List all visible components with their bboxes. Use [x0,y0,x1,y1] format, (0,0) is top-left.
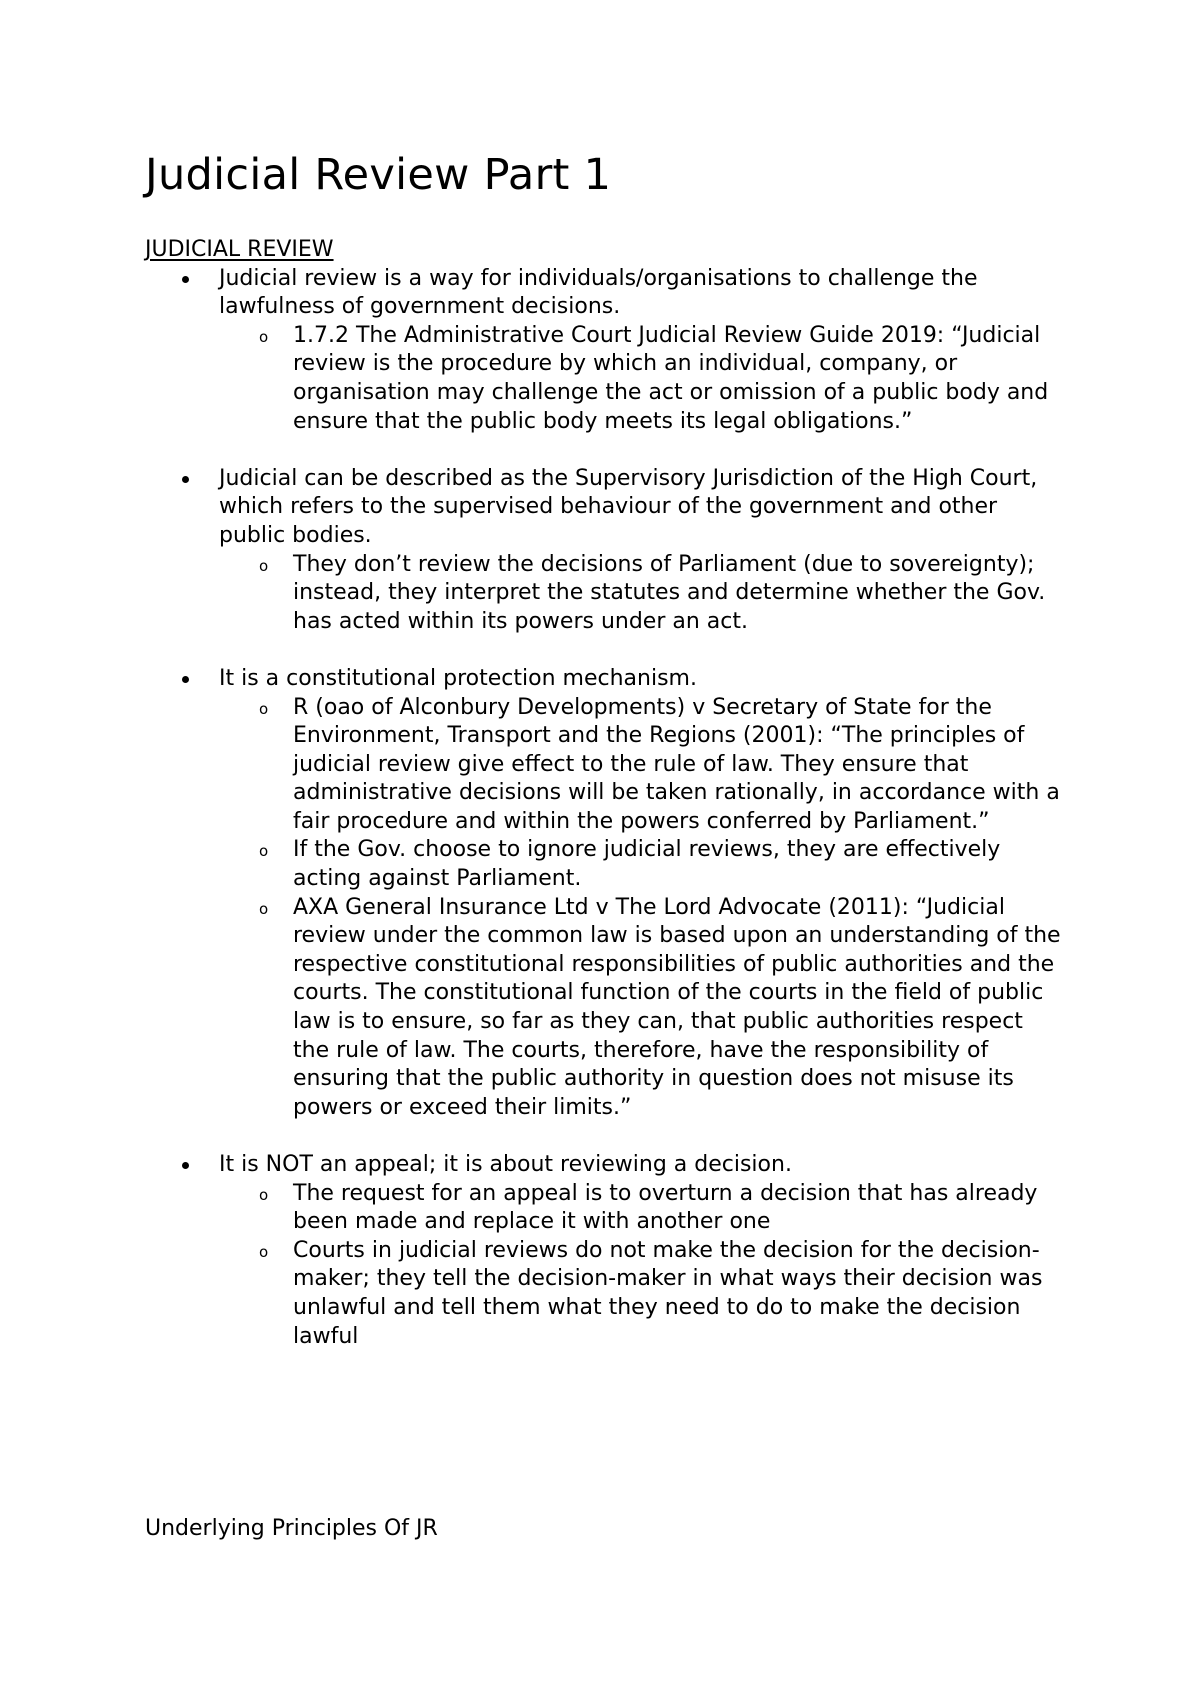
bullet-text: Judicial can be described as the Supervisory Jurisdiction of the High Court, which refers to the supervised behaviour of the government and other public bodies. [219,465,1038,548]
circle-bullet-icon: o [259,327,269,346]
bullet-list [145,265,1065,1352]
sub-bullet-item [219,551,1065,637]
bullet-item [145,465,1065,637]
sub-bullet-text: They don’t review the decisions of Parliament (due to sovereignty); instead, they interpret the statutes and determine whether the Gov. has acted within its powers under an act. [293,551,1046,634]
document-title: Judicial Review Part 1 [145,150,612,200]
sub-bullet-list [219,551,1065,637]
sub-bullet-text: Courts in judicial reviews do not make the decision for the decision-maker; they tell the decision-maker in what ways their decision was unlawful and tell them what they need to do to make the decision lawful [293,1237,1043,1349]
circle-bullet-icon: o [259,699,269,718]
circle-bullet-icon: o [259,842,269,861]
circle-bullet-icon: o [259,1185,269,1204]
sub-bullet-text: 1.7.2 The Administrative Court Judicial Review Guide 2019: “Judicial review is the procedure by which an individual, company, or organisation may challenge the act or omission of a public body and ensure that the public body meets its legal obligations.” [293,322,1049,434]
sub-bullet-list [219,322,1065,436]
bullet-text: It is a constitutional protection mechanism. [219,665,697,691]
section-heading: JUDICIAL REVIEW [145,237,334,262]
sub-bullet-text: R (oao of Alconbury Developments) v Secretary of State for the Environment, Transport and the Regions (2001): “The principles of judicial review give effect to the rule of law. They ensure that administrative decisions will be taken rationally, in accordance with a fair procedure and within the powers conferred by Parliament.” [293,694,1060,834]
bullet-dot-icon [182,676,189,683]
sub-bullet-item [219,1180,1065,1237]
sub-bullet-list [219,1180,1065,1352]
sub-bullet-text: If the Gov. choose to ignore judicial reviews, they are effectively acting against Parliament. [293,837,1001,892]
closing-heading: Underlying Principles Of JR [145,1516,438,1541]
circle-bullet-icon: o [259,899,269,918]
bullet-item [145,265,1065,437]
bullet-dot-icon [182,276,189,283]
bullet-dot-icon [182,1162,189,1169]
bullet-text: Judicial review is a way for individuals/organisations to challenge the lawfulness of government decisions. [219,265,978,320]
sub-bullet-item [219,322,1065,436]
bullet-text: It is NOT an appeal; it is about reviewing a decision. [219,1152,792,1177]
sub-bullet-item [219,1237,1065,1351]
sub-bullet-text: The request for an appeal is to overturn a decision that has already been made and replace it with another one [293,1180,1038,1235]
sub-bullet-item [219,894,1065,1123]
sub-bullet-item [219,694,1065,837]
bullet-item [145,1151,1065,1351]
sub-bullet-item [219,836,1065,893]
sub-bullet-list [219,694,1065,1123]
sub-bullet-text: AXA General Insurance Ltd v The Lord Advocate (2011): “Judicial review under the common law is based upon an understanding of the respective constitutional responsibilities of public authorities and the courts. The constitutional function of the courts in the field of public law is to ensure, so far as they can, that public authorities respect the rule of law. The courts, therefore, have the responsibility of ensuring that the public authority in question does not misuse its powers or exceed their limits.” [293,894,1061,1120]
circle-bullet-icon: o [259,1242,269,1261]
bullet-dot-icon [182,476,189,483]
bullet-item [145,665,1065,1123]
circle-bullet-icon: o [259,556,269,575]
document-body [145,236,1065,1351]
